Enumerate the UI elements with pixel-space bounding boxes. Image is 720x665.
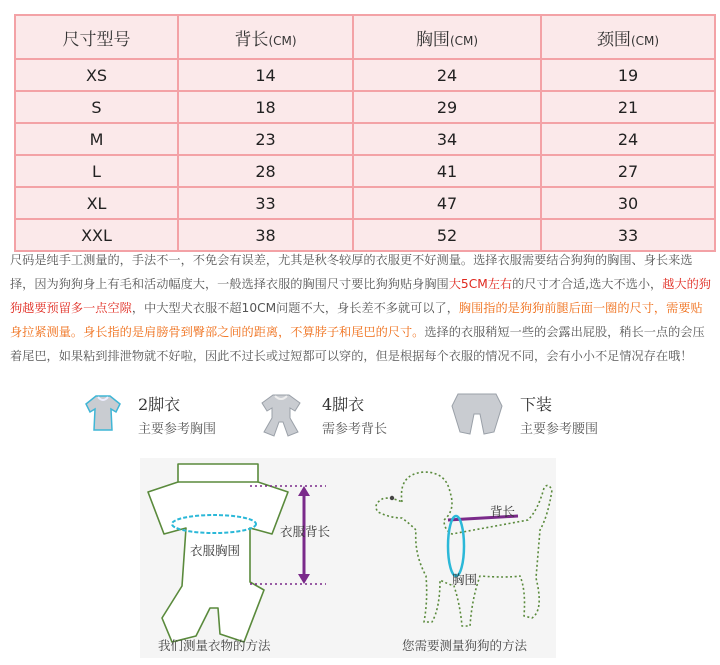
size-cell: M <box>15 123 178 155</box>
table-row <box>15 123 715 155</box>
chest-cell: 52 <box>353 219 541 251</box>
neck-cell: 19 <box>541 59 715 91</box>
chest-cell: 29 <box>353 91 541 123</box>
chest-cell: 41 <box>353 155 541 187</box>
size-cell: XS <box>15 59 178 91</box>
notes-text: 尺码是纯手工测量的，手法不一，不免会有误差，尤其是秋冬较厚的衣服更不好测量。选择衣服需要结合狗狗的胸围、身长来选择，因为狗狗身上有毛和活动幅度大，一般选择衣服的胸围尺寸要比狗狗贴身胸围 <box>10 253 693 291</box>
garment-name: 2脚衣 <box>138 395 181 414</box>
pants-icon <box>448 392 506 436</box>
dog-chest-label: 胸围 <box>452 572 478 587</box>
chest-cell: 24 <box>353 59 541 91</box>
garment-back-label: 衣服背长 <box>280 524 331 539</box>
neck-cell: 27 <box>541 155 715 187</box>
back-length-cell: 28 <box>178 155 353 187</box>
table-row <box>15 59 715 91</box>
table-row <box>15 155 715 187</box>
garment-type-four-leg <box>322 392 387 437</box>
garment-desc: 需参考背长 <box>322 422 388 437</box>
notes-highlight-red: 大5CM左右 <box>448 277 513 291</box>
table-row <box>15 219 715 251</box>
back-length-cell: 23 <box>178 123 353 155</box>
chest-cell: 34 <box>353 123 541 155</box>
table-header-row <box>15 15 715 59</box>
garment-name: 4脚衣 <box>322 395 365 414</box>
dog-back-label: 背长 <box>490 504 516 519</box>
garment-type-two-leg <box>138 392 216 437</box>
neck-cell: 24 <box>541 123 715 155</box>
notes-highlight-red: 越大的狗狗越要预留多一点空隙 <box>10 277 711 315</box>
header-back-length: 背长(CM) <box>178 15 353 59</box>
sizing-notes <box>10 248 714 368</box>
header-neck: 颈围(CM) <box>541 15 715 59</box>
header-size: 尺寸型号 <box>15 15 178 59</box>
chest-cell: 47 <box>353 187 541 219</box>
measurement-diagram <box>140 458 556 658</box>
neck-cell: 33 <box>541 219 715 251</box>
back-length-cell: 38 <box>178 219 353 251</box>
size-cell: S <box>15 91 178 123</box>
two-leg-shirt-icon <box>82 392 124 434</box>
table-row <box>15 91 715 123</box>
back-length-cell: 14 <box>178 59 353 91</box>
size-cell: XXL <box>15 219 178 251</box>
garment-chest-label: 衣服胸围 <box>190 543 241 558</box>
back-length-cell: 33 <box>178 187 353 219</box>
size-cell: XL <box>15 187 178 219</box>
table-row <box>15 187 715 219</box>
garment-type-pants <box>520 392 598 437</box>
notes-text: 的尺寸才合适,选大不选小， <box>512 277 663 291</box>
neck-cell: 21 <box>541 91 715 123</box>
header-chest: 胸围(CM) <box>353 15 541 59</box>
notes-text: ，中大型犬衣服不超10CM问题不大，身长差不多就可以了， <box>131 301 459 315</box>
four-leg-shirt-icon <box>256 392 306 438</box>
size-cell: L <box>15 155 178 187</box>
neck-cell: 30 <box>541 187 715 219</box>
size-chart-table <box>14 14 716 252</box>
back-length-cell: 18 <box>178 91 353 123</box>
garment-desc: 主要参考胸围 <box>138 422 217 437</box>
garment-caption: 我们测量衣物的方法 <box>158 638 271 653</box>
dog-caption: 您需要测量狗狗的方法 <box>402 638 528 653</box>
notes-highlight-orange: 胸围指的是狗狗前腿后面一圈的尺寸，需要贴身拉紧测量。身长指的是肩膀骨到臀部之间的距离，不算脖子和尾巴的尺寸。 <box>10 301 703 339</box>
garment-name: 下装 <box>520 395 553 414</box>
garment-desc: 主要参考腰围 <box>520 422 599 437</box>
notes-text: 选择的衣服稍短一些的会露出屁股，稍长一点的会压着尾巴，如果粘到排泄物就不好啦，因此不过长或过短都可以穿的，但是根据每个衣服的情况不同，会有小小不足情况存在哦！ <box>10 325 705 363</box>
dog-chest-loop <box>448 516 464 576</box>
